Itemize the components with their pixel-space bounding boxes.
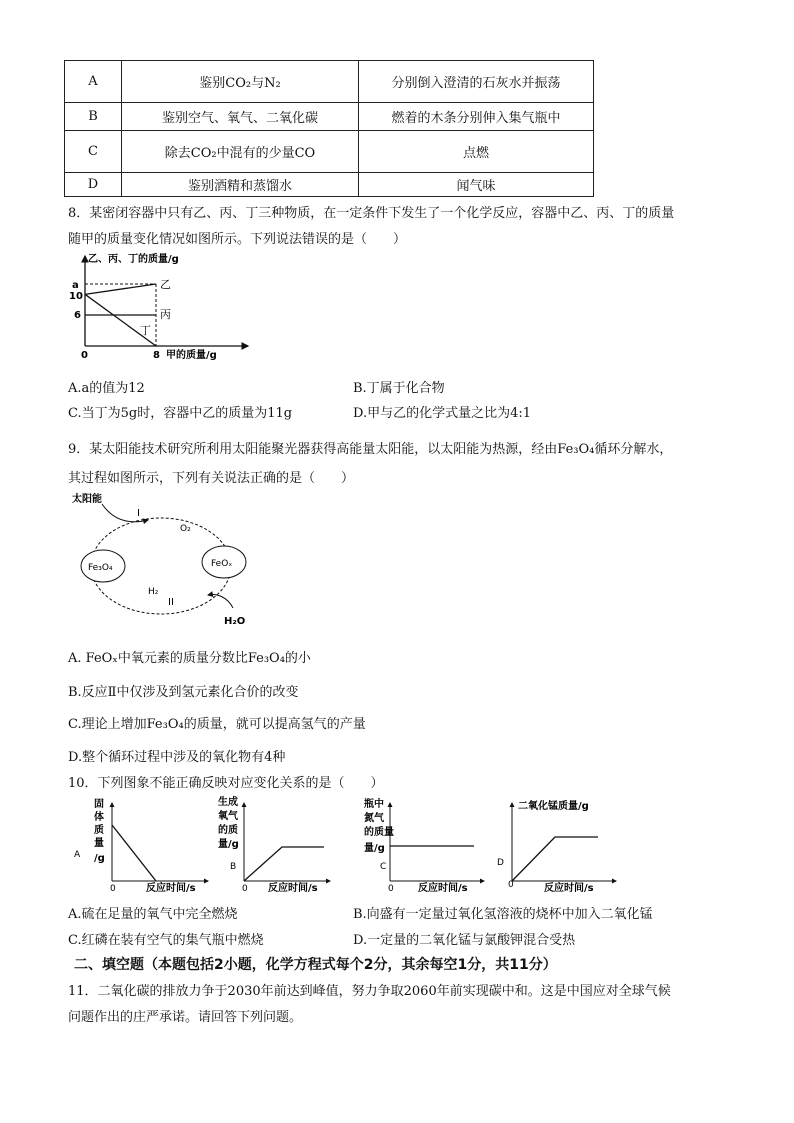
q8-option-a: A.a的值为12 bbox=[68, 381, 145, 396]
graph-a-letter: A bbox=[74, 850, 81, 860]
row-purpose: 除去CO₂中混有的少量CO bbox=[122, 131, 359, 173]
q9-option-c: C.理论上增加Fe₃O₄的质量，就可以提高氢气的产量 bbox=[68, 717, 366, 732]
sun-arrow bbox=[102, 504, 148, 522]
sun-label: 太阳能 bbox=[72, 494, 102, 505]
graph-d-origin: 0 bbox=[508, 880, 514, 890]
q9-option-b: B.反应Ⅱ中仅涉及到氢元素化合价的改变 bbox=[68, 685, 299, 700]
label-yi: 乙 bbox=[160, 278, 171, 291]
row-purpose: 鉴别CO₂与N₂ bbox=[122, 61, 359, 103]
graph-b-curve bbox=[244, 847, 324, 881]
graph-c-xlabel: 反应时间/s bbox=[418, 883, 468, 894]
graph-d bbox=[497, 799, 616, 894]
fe3o4-label: Fe₃O₄ bbox=[88, 563, 113, 573]
label-ding: 丁 bbox=[140, 324, 151, 337]
graph-b bbox=[218, 795, 330, 894]
graph-b-xlabel: 反应时间/s bbox=[268, 883, 318, 894]
graph-c-ylabel: 的质量 bbox=[364, 827, 394, 838]
q10-option-b: B.向盛有一定量过氧化氢溶液的烧杯中加入二氧化锰 bbox=[353, 907, 653, 922]
q8-option-c: C.当丁为5g时，容器中乙的质量为11g bbox=[68, 406, 293, 421]
y-tick-6: 6 bbox=[74, 310, 81, 321]
q10-option-a: A.硫在足量的氧气中完全燃烧 bbox=[68, 907, 238, 922]
graph-c-ylabel: 氮气 bbox=[364, 813, 384, 824]
graph-c-ylabel: 量/g bbox=[364, 843, 385, 854]
q9-cycle-diagram bbox=[68, 490, 268, 630]
graph-a-ylabel: 体 bbox=[94, 812, 104, 823]
q10-option-d: D.一定量的二氧化锰与氯酸钾混合受热 bbox=[353, 933, 576, 948]
y-tick-10: 10 bbox=[69, 291, 83, 302]
q11-stem-line2: 问题作出的庄严承诺。请回答下列问题。 bbox=[68, 1010, 303, 1025]
graph-b-ylabel: 生成 bbox=[218, 797, 238, 808]
graph-d-xlabel: 反应时间/s bbox=[544, 883, 594, 894]
graph-b-letter: B bbox=[230, 862, 237, 872]
graph-b-origin: 0 bbox=[242, 884, 248, 894]
graph-a-origin: 0 bbox=[110, 884, 116, 894]
graph-b-ylabel: 量/g bbox=[218, 839, 239, 850]
x-axis-label: 甲的质量/g bbox=[166, 350, 217, 361]
series-yi-line bbox=[85, 284, 156, 294]
row-method: 点燃 bbox=[359, 131, 594, 173]
row-label: D bbox=[65, 173, 122, 197]
graph-a-xlabel: 反应时间/s bbox=[146, 883, 196, 894]
row-purpose: 鉴别酒精和蒸馏水 bbox=[122, 173, 359, 197]
graph-d-curve bbox=[512, 837, 598, 881]
table-row bbox=[65, 173, 594, 197]
q9-option-d: D.整个循环过程中涉及的氧化物有4种 bbox=[68, 750, 286, 765]
q8-option-d: D.甲与乙的化学式量之比为4:1 bbox=[353, 406, 532, 421]
q8-stem-line2: 随甲的质量变化情况如图所示。下列说法错误的是（ ） bbox=[68, 232, 407, 247]
series-ding-line bbox=[85, 294, 156, 346]
options-table bbox=[64, 60, 594, 197]
graph-a-ylabel: 固 bbox=[94, 799, 104, 810]
graph-c-origin: 0 bbox=[388, 884, 394, 894]
graph-a-ylabel: /g bbox=[94, 853, 105, 864]
q9-stem-line1: 9．某太阳能技术研究所利用太阳能聚光器获得高能量太阳能，以太阳能为热源，经由Fe₃O₄循环分解水， bbox=[68, 442, 673, 457]
graph-a-curve bbox=[112, 825, 156, 881]
graph-c-letter: C bbox=[380, 862, 387, 872]
row-method: 燃着的木条分别伸入集气瓶中 bbox=[359, 103, 594, 131]
row-method: 闻气味 bbox=[359, 173, 594, 197]
chart-title: 乙、丙、丁的质量/g bbox=[88, 254, 179, 265]
o2-label: O₂ bbox=[180, 524, 191, 534]
row-label: C bbox=[65, 131, 122, 173]
graph-a-ylabel: 质 bbox=[94, 825, 104, 836]
graph-c bbox=[364, 797, 484, 894]
q9-stem-line2: 其过程如图所示，下列有关说法正确的是（ ） bbox=[68, 471, 355, 486]
y-tick-a: a bbox=[72, 280, 79, 291]
graph-b-ylabel: 的质 bbox=[218, 825, 238, 836]
graph-b-ylabel: 氧气 bbox=[218, 811, 238, 822]
x-tick-0: 0 bbox=[81, 350, 88, 361]
label-bing: 丙 bbox=[160, 308, 171, 321]
q9-option-a: A. FeOₓ中氧元素的质量分数比Fe₃O₄的小 bbox=[68, 651, 311, 666]
water-label: H₂O bbox=[224, 616, 246, 627]
graph-a bbox=[74, 797, 208, 894]
graph-d-ylabel: 二氧化锰质量/g bbox=[518, 801, 589, 812]
section-title: 二、填空题（本题包括2小题，化学方程式每个2分，其余每空1分，共11分） bbox=[74, 957, 557, 973]
step1-label: I bbox=[137, 508, 140, 519]
q8-option-b: B.丁属于化合物 bbox=[353, 381, 445, 396]
q8-stem-line1: 8．某密闭容器中只有乙、丙、丁三种物质，在一定条件下发生了一个化学反应，容器中乙、丙、丁的质量 bbox=[68, 206, 675, 221]
h2-label: H₂ bbox=[148, 587, 159, 597]
water-arrow bbox=[208, 595, 233, 608]
step2-label: II bbox=[168, 597, 174, 608]
graph-d-letter: D bbox=[497, 858, 504, 868]
q10-stem: 10．下列图象不能正确反映对应变化关系的是（ ） bbox=[68, 776, 384, 791]
feox-label: FeOₓ bbox=[211, 559, 233, 569]
row-purpose: 鉴别空气、氧气、二氧化碳 bbox=[122, 103, 359, 131]
graph-c-ylabel: 瓶中 bbox=[364, 799, 384, 810]
graph-a-ylabel: 量 bbox=[94, 838, 104, 849]
q11-stem-line1: 11．二氧化碳的排放力争于2030年前达到峰值，努力争取2060年前实现碳中和。这是中国应对全球气候 bbox=[68, 984, 671, 999]
row-method: 分别倒入澄清的石灰水并振荡 bbox=[359, 61, 594, 103]
q10-graphs bbox=[68, 795, 628, 895]
q8-chart bbox=[68, 250, 258, 365]
x-tick-8: 8 bbox=[153, 350, 160, 361]
table-row bbox=[65, 61, 594, 103]
table-row bbox=[65, 131, 594, 173]
q10-option-c: C.红磷在装有空气的集气瓶中燃烧 bbox=[68, 933, 264, 948]
row-label: A bbox=[65, 61, 122, 103]
row-label: B bbox=[65, 103, 122, 131]
table-row bbox=[65, 103, 594, 131]
